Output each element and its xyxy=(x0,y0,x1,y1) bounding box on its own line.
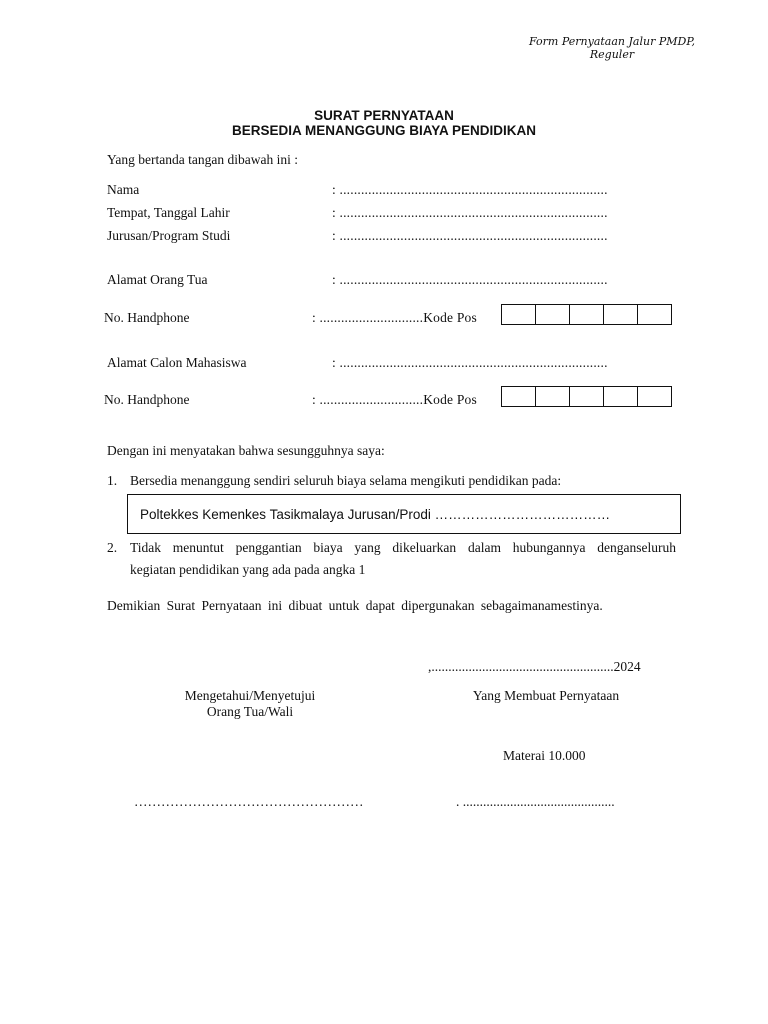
alamat-ortu-field[interactable]: : ........................................................................... xyxy=(332,272,608,287)
prodi-field[interactable]: : ........................................................................... xyxy=(332,228,608,243)
kode-pos-boxes-2[interactable] xyxy=(501,386,672,407)
kode-pos-boxes-1[interactable] xyxy=(501,304,672,325)
right-signer-title: Yang Membuat Pernyataan xyxy=(472,688,620,703)
item1-text: Bersedia menanggung sendiri seluruh biaya selama mengikuti pendidikan pada: xyxy=(130,473,562,488)
left-signer-title-1: Mengetahui/Menyetujui xyxy=(184,688,316,703)
ttl-label: Tempat, Tanggal Lahir xyxy=(107,205,230,220)
materai-label: Materai 10.000 xyxy=(503,748,586,763)
date-line[interactable]: ,......................................................2024 xyxy=(428,659,641,674)
kode-pos-cell[interactable] xyxy=(570,305,604,324)
left-signature-line[interactable]: …………………………………………… xyxy=(134,794,364,809)
nama-field[interactable]: : ........................................................................... xyxy=(332,182,608,197)
alamat-camaba-field[interactable]: : ........................................................................... xyxy=(332,355,608,370)
kode-pos-cell[interactable] xyxy=(604,387,638,406)
nama-label: Nama xyxy=(107,182,140,197)
right-signature-line[interactable]: . ............................................. xyxy=(456,794,615,809)
kode-pos-cell[interactable] xyxy=(502,305,536,324)
closing-text: Demikian Surat Pernyataan ini dibuat untuk dapat dipergunakan sebagaimanamestinya. xyxy=(107,598,603,613)
left-signer-title-2: Orang Tua/Wali xyxy=(206,704,294,719)
kode-pos-cell[interactable] xyxy=(536,387,570,406)
hp1-label: No. Handphone xyxy=(104,310,190,325)
kode-pos-cell[interactable] xyxy=(536,305,570,324)
kode-pos-cell[interactable] xyxy=(502,387,536,406)
prodi-box[interactable] xyxy=(127,494,681,534)
item2-line1: Tidak menuntut penggantian biaya yang dikeluarkan dalam hubungannya denganseluruh xyxy=(130,540,676,555)
item1-number: 1. xyxy=(107,473,118,488)
alamat-ortu-label: Alamat Orang Tua xyxy=(107,272,208,287)
title-line2: BERSEDIA MENANGGUNG BIAYA PENDIDIKAN xyxy=(231,123,537,138)
kode-pos-cell[interactable] xyxy=(638,305,671,324)
hp2-field[interactable]: : .............................Kode Pos xyxy=(312,392,477,407)
statement-text: Dengan ini menyatakan bahwa sesungguhnya saya: xyxy=(107,443,385,458)
ttl-field[interactable]: : ........................................................................... xyxy=(332,205,608,220)
item2-number: 2. xyxy=(107,540,118,555)
kode-pos-cell[interactable] xyxy=(570,387,604,406)
title-line1: SURAT PERNYATAAN xyxy=(314,108,454,123)
form-note-line2: Reguler xyxy=(589,48,635,61)
hp1-field[interactable]: : .............................Kode Pos xyxy=(312,310,477,325)
form-note xyxy=(512,35,712,61)
hp2-label: No. Handphone xyxy=(104,392,190,407)
item2-line2: kegiatan pendidikan yang ada pada angka 1 xyxy=(130,562,366,577)
kode-pos-cell[interactable] xyxy=(638,387,671,406)
prodi-box-text: Poltekkes Kemenkes Tasikmalaya Jurusan/Prodi ………………………………… xyxy=(140,507,611,522)
intro-text: Yang bertanda tangan dibawah ini : xyxy=(107,152,298,167)
kode-pos-cell[interactable] xyxy=(604,305,638,324)
form-note-line1: Form Pernyataan Jalur PMDP, xyxy=(529,35,695,48)
prodi-label: Jurusan/Program Studi xyxy=(107,228,231,243)
alamat-camaba-label: Alamat Calon Mahasiswa xyxy=(107,355,247,370)
